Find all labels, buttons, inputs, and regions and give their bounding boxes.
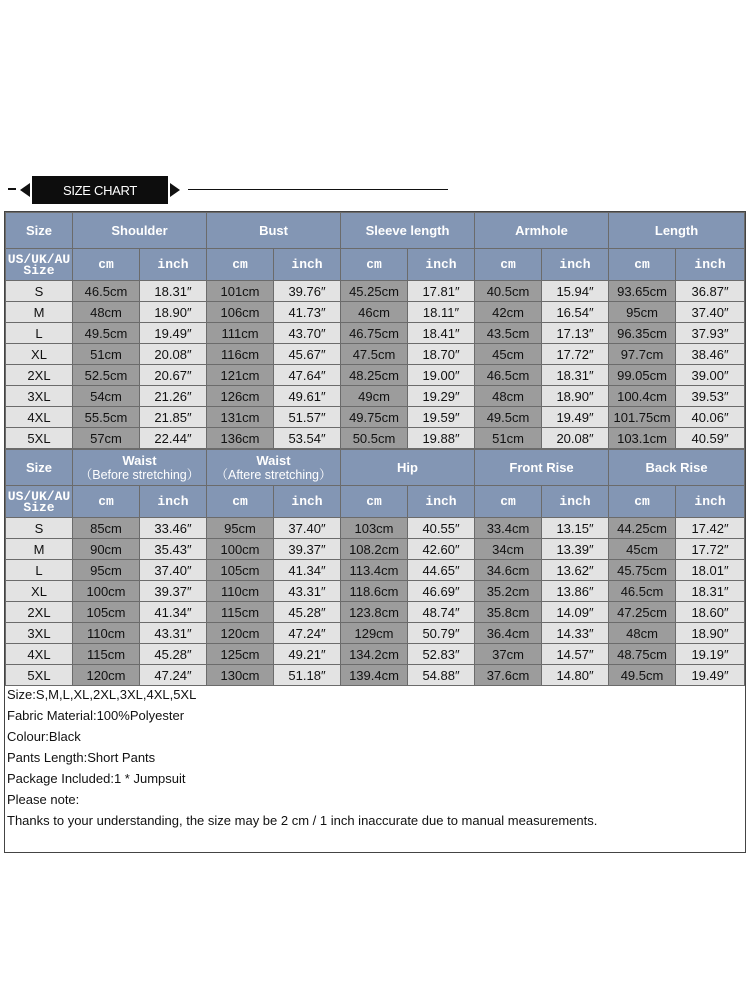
size-cell: 4XL [6,407,73,428]
cm-value-cell: 136cm [207,428,274,449]
inch-value-cell: 52.83″ [408,644,475,665]
cm-value-cell: 106cm [207,302,274,323]
table-row [6,386,745,407]
unit-row [6,249,745,281]
unit-cm: cm [73,249,140,281]
inch-value-cell: 17.72″ [542,344,609,365]
inch-value-cell: 18.31″ [140,281,207,302]
measurement-note: （Before stretching） [79,467,200,482]
table-row [6,407,745,428]
size-region-label [6,486,73,518]
unit-inch: inch [140,486,207,518]
size-cell: S [6,518,73,539]
table-row [6,302,745,323]
info-line: Pants Length:Short Pants [7,750,156,765]
unit-inch: inch [676,486,745,518]
measurement-title: Waist [256,452,291,468]
cm-value-cell: 33.4cm [475,518,542,539]
info-line: Colour:Black [7,729,81,744]
inch-value-cell: 49.61″ [274,386,341,407]
unit-cm: cm [207,486,274,518]
cm-value-cell: 48cm [475,386,542,407]
size-cell: XL [6,581,73,602]
table-row [6,560,745,581]
unit-cm: cm [341,249,408,281]
cm-value-cell: 130cm [207,665,274,686]
cm-value-cell: 49.5cm [609,665,676,686]
inch-value-cell: 14.09″ [542,602,609,623]
banner-title: SIZE CHART [32,176,168,204]
inch-value-cell: 47.24″ [140,665,207,686]
table-row [6,344,745,365]
inch-value-cell: 43.70″ [274,323,341,344]
cm-value-cell: 47.25cm [609,602,676,623]
inch-value-cell: 41.73″ [274,302,341,323]
inch-value-cell: 47.24″ [274,623,341,644]
cm-value-cell: 108.2cm [341,539,408,560]
cm-value-cell: 46.5cm [475,365,542,386]
inch-value-cell: 19.29″ [408,386,475,407]
cm-value-cell: 103.1cm [609,428,676,449]
cm-value-cell: 45cm [475,344,542,365]
inch-value-cell: 51.57″ [274,407,341,428]
inch-value-cell: 21.85″ [140,407,207,428]
cm-value-cell: 48cm [609,623,676,644]
cm-value-cell: 51cm [475,428,542,449]
size-cell: 2XL [6,602,73,623]
measurement-title: Hip [397,460,418,475]
cm-value-cell: 37.6cm [475,665,542,686]
table-row [6,365,745,386]
unit-cm: cm [475,486,542,518]
cm-value-cell: 115cm [207,602,274,623]
unit-inch: inch [542,249,609,281]
cm-value-cell: 52.5cm [73,365,140,386]
banner-dash [8,188,16,190]
unit-inch: inch [408,486,475,518]
cm-value-cell: 45.75cm [609,560,676,581]
inch-value-cell: 16.54″ [542,302,609,323]
info-line: Fabric Material:100%Polyester [7,708,185,723]
cm-value-cell: 48.75cm [609,644,676,665]
size-region-line: US/UK/AU [7,251,71,267]
cm-value-cell: 36.4cm [475,623,542,644]
inch-value-cell: 39.37″ [274,539,341,560]
size-cell: M [6,302,73,323]
inch-value-cell: 19.19″ [676,644,745,665]
cm-value-cell: 100cm [73,581,140,602]
size-cell: 3XL [6,623,73,644]
cm-value-cell: 49.75cm [341,407,408,428]
inch-value-cell: 18.41″ [408,323,475,344]
cm-value-cell: 97.7cm [609,344,676,365]
top-table-body [6,213,745,449]
measurement-note: （Aftere stretching） [215,467,332,482]
inch-value-cell: 48.74″ [408,602,475,623]
size-cell: 2XL [6,365,73,386]
cm-value-cell: 139.4cm [341,665,408,686]
inch-value-cell: 18.31″ [542,365,609,386]
cm-value-cell: 129cm [341,623,408,644]
inch-value-cell: 42.60″ [408,539,475,560]
cm-value-cell: 37cm [475,644,542,665]
cm-value-cell: 115cm [73,644,140,665]
unit-cm: cm [609,249,676,281]
measurement-header: Bust [207,213,341,249]
cm-value-cell: 40.5cm [475,281,542,302]
inch-value-cell: 37.40″ [140,560,207,581]
cm-value-cell: 46.75cm [341,323,408,344]
info-line: Please note: [7,792,80,807]
cm-value-cell: 113.4cm [341,560,408,581]
cm-value-cell: 43.5cm [475,323,542,344]
inch-value-cell: 39.00″ [676,365,745,386]
size-cell: 4XL [6,644,73,665]
unit-inch: inch [274,486,341,518]
measurement-header [609,450,745,486]
inch-value-cell: 44.65″ [408,560,475,581]
size-chart-banner [0,174,750,206]
cm-value-cell: 125cm [207,644,274,665]
inch-value-cell: 45.67″ [274,344,341,365]
unit-row [6,486,745,518]
measurement-header [73,450,207,486]
inch-value-cell: 51.18″ [274,665,341,686]
inch-value-cell: 18.90″ [542,386,609,407]
measurement-header: Sleeve length [341,213,475,249]
inch-value-cell: 39.76″ [274,281,341,302]
top-measurement-table [5,212,745,449]
inch-value-cell: 19.88″ [408,428,475,449]
measurement-header: Armhole [475,213,609,249]
inch-value-cell: 18.01″ [676,560,745,581]
inch-value-cell: 13.62″ [542,560,609,581]
cm-value-cell: 48cm [73,302,140,323]
cm-value-cell: 100.4cm [609,386,676,407]
cm-value-cell: 49.5cm [475,407,542,428]
cm-value-cell: 49cm [341,386,408,407]
cm-value-cell: 121cm [207,365,274,386]
inch-value-cell: 19.49″ [140,323,207,344]
unit-inch: inch [542,486,609,518]
inch-value-cell: 38.46″ [676,344,745,365]
cm-value-cell: 99.05cm [609,365,676,386]
cm-value-cell: 100cm [207,539,274,560]
cm-value-cell: 34.6cm [475,560,542,581]
size-cell: M [6,539,73,560]
bottom-table-body [6,450,745,686]
measurement-title: Back Rise [645,460,708,475]
table-row [6,623,745,644]
cm-value-cell: 105cm [207,560,274,581]
inch-value-cell: 14.33″ [542,623,609,644]
cm-value-cell: 55.5cm [73,407,140,428]
size-region-line: Size [23,262,55,278]
inch-value-cell: 14.57″ [542,644,609,665]
info-line: Size:S,M,L,XL,2XL,3XL,4XL,5XL [7,687,197,702]
size-column-header: Size [6,213,73,249]
table-row [6,581,745,602]
inch-value-cell: 13.39″ [542,539,609,560]
info-line: Thanks to your understanding, the size may be 2 cm / 1 inch inaccurate due to manual measurements. [7,813,598,828]
unit-cm: cm [609,486,676,518]
cm-value-cell: 51cm [73,344,140,365]
table-row [6,428,745,449]
inch-value-cell: 17.81″ [408,281,475,302]
cm-value-cell: 110cm [207,581,274,602]
inch-value-cell: 37.40″ [676,302,745,323]
inch-value-cell: 19.49″ [542,407,609,428]
inch-value-cell: 41.34″ [140,602,207,623]
unit-inch: inch [408,249,475,281]
size-region-line: US/UK/AU [7,488,71,504]
inch-value-cell: 40.06″ [676,407,745,428]
cm-value-cell: 90cm [73,539,140,560]
size-column-header: Size [6,450,73,486]
cm-value-cell: 46.5cm [609,581,676,602]
inch-value-cell: 20.08″ [140,344,207,365]
cm-value-cell: 101.75cm [609,407,676,428]
size-region-line: Size [23,499,55,515]
inch-value-cell: 19.00″ [408,365,475,386]
cm-value-cell: 35.2cm [475,581,542,602]
inch-value-cell: 14.80″ [542,665,609,686]
table-row [6,539,745,560]
cm-value-cell: 45.25cm [341,281,408,302]
inch-value-cell: 17.42″ [676,518,745,539]
unit-inch: inch [676,249,745,281]
size-cell: 3XL [6,386,73,407]
inch-value-cell: 18.31″ [676,581,745,602]
banner-right-arrow-icon [170,183,180,197]
inch-value-cell: 40.59″ [676,428,745,449]
cm-value-cell: 46.5cm [73,281,140,302]
cm-value-cell: 116cm [207,344,274,365]
measurement-title: Waist [122,452,157,468]
table-row [6,281,745,302]
inch-value-cell: 46.69″ [408,581,475,602]
cm-value-cell: 126cm [207,386,274,407]
cm-value-cell: 49.5cm [73,323,140,344]
cm-value-cell: 134.2cm [341,644,408,665]
inch-value-cell: 43.31″ [140,623,207,644]
inch-value-cell: 18.90″ [140,302,207,323]
cm-value-cell: 131cm [207,407,274,428]
measurement-title: Front Rise [509,460,574,475]
inch-value-cell: 35.43″ [140,539,207,560]
size-cell: L [6,560,73,581]
inch-value-cell: 43.31″ [274,581,341,602]
unit-inch: inch [140,249,207,281]
inch-value-cell: 18.70″ [408,344,475,365]
size-cell: L [6,323,73,344]
unit-inch: inch [274,249,341,281]
cm-value-cell: 47.5cm [341,344,408,365]
cm-value-cell: 44.25cm [609,518,676,539]
inch-value-cell: 19.49″ [676,665,745,686]
inch-value-cell: 21.26″ [140,386,207,407]
inch-value-cell: 50.79″ [408,623,475,644]
inch-value-cell: 13.15″ [542,518,609,539]
inch-value-cell: 19.59″ [408,407,475,428]
cm-value-cell: 118.6cm [341,581,408,602]
inch-value-cell: 17.72″ [676,539,745,560]
size-chart-sheet [4,211,746,853]
inch-value-cell: 15.94″ [542,281,609,302]
table-row [6,602,745,623]
cm-value-cell: 50.5cm [341,428,408,449]
cm-value-cell: 110cm [73,623,140,644]
measurement-header: Length [609,213,745,249]
measurement-header [207,450,341,486]
cm-value-cell: 101cm [207,281,274,302]
cm-value-cell: 54cm [73,386,140,407]
inch-value-cell: 53.54″ [274,428,341,449]
inch-value-cell: 39.37″ [140,581,207,602]
inch-value-cell: 37.40″ [274,518,341,539]
cm-value-cell: 45cm [609,539,676,560]
cm-value-cell: 95cm [73,560,140,581]
inch-value-cell: 36.87″ [676,281,745,302]
cm-value-cell: 105cm [73,602,140,623]
inch-value-cell: 18.11″ [408,302,475,323]
inch-value-cell: 47.64″ [274,365,341,386]
table-row [6,644,745,665]
cm-value-cell: 46cm [341,302,408,323]
inch-value-cell: 49.21″ [274,644,341,665]
cm-value-cell: 34cm [475,539,542,560]
inch-value-cell: 40.55″ [408,518,475,539]
cm-value-cell: 57cm [73,428,140,449]
size-cell: S [6,281,73,302]
unit-cm: cm [475,249,542,281]
size-cell: 5XL [6,428,73,449]
inch-value-cell: 18.60″ [676,602,745,623]
size-cell: 5XL [6,665,73,686]
info-line: Package Included:1 * Jumpsuit [7,771,186,786]
cm-value-cell: 35.8cm [475,602,542,623]
cm-value-cell: 96.35cm [609,323,676,344]
inch-value-cell: 33.46″ [140,518,207,539]
cm-value-cell: 123.8cm [341,602,408,623]
inch-value-cell: 18.90″ [676,623,745,644]
size-cell: XL [6,344,73,365]
size-region-label [6,249,73,281]
inch-value-cell: 54.88″ [408,665,475,686]
table-row [6,665,745,686]
measurement-header [475,450,609,486]
cm-value-cell: 120cm [207,623,274,644]
cm-value-cell: 93.65cm [609,281,676,302]
table-row [6,323,745,344]
banner-rule [188,189,448,190]
inch-value-cell: 22.44″ [140,428,207,449]
cm-value-cell: 48.25cm [341,365,408,386]
cm-value-cell: 95cm [207,518,274,539]
inch-value-cell: 17.13″ [542,323,609,344]
product-info [5,684,744,831]
cm-value-cell: 95cm [609,302,676,323]
inch-value-cell: 39.53″ [676,386,745,407]
measurement-header: Shoulder [73,213,207,249]
table-row [6,518,745,539]
inch-value-cell: 20.67″ [140,365,207,386]
header-row [6,450,745,486]
cm-value-cell: 111cm [207,323,274,344]
inch-value-cell: 41.34″ [274,560,341,581]
bottom-measurement-table [5,449,745,686]
unit-cm: cm [341,486,408,518]
header-row [6,213,745,249]
unit-cm: cm [73,486,140,518]
inch-value-cell: 13.86″ [542,581,609,602]
inch-value-cell: 45.28″ [274,602,341,623]
banner-left-arrow-icon [20,183,30,197]
inch-value-cell: 20.08″ [542,428,609,449]
cm-value-cell: 42cm [475,302,542,323]
cm-value-cell: 120cm [73,665,140,686]
inch-value-cell: 37.93″ [676,323,745,344]
inch-value-cell: 45.28″ [140,644,207,665]
measurement-header [341,450,475,486]
cm-value-cell: 103cm [341,518,408,539]
unit-cm: cm [207,249,274,281]
cm-value-cell: 85cm [73,518,140,539]
